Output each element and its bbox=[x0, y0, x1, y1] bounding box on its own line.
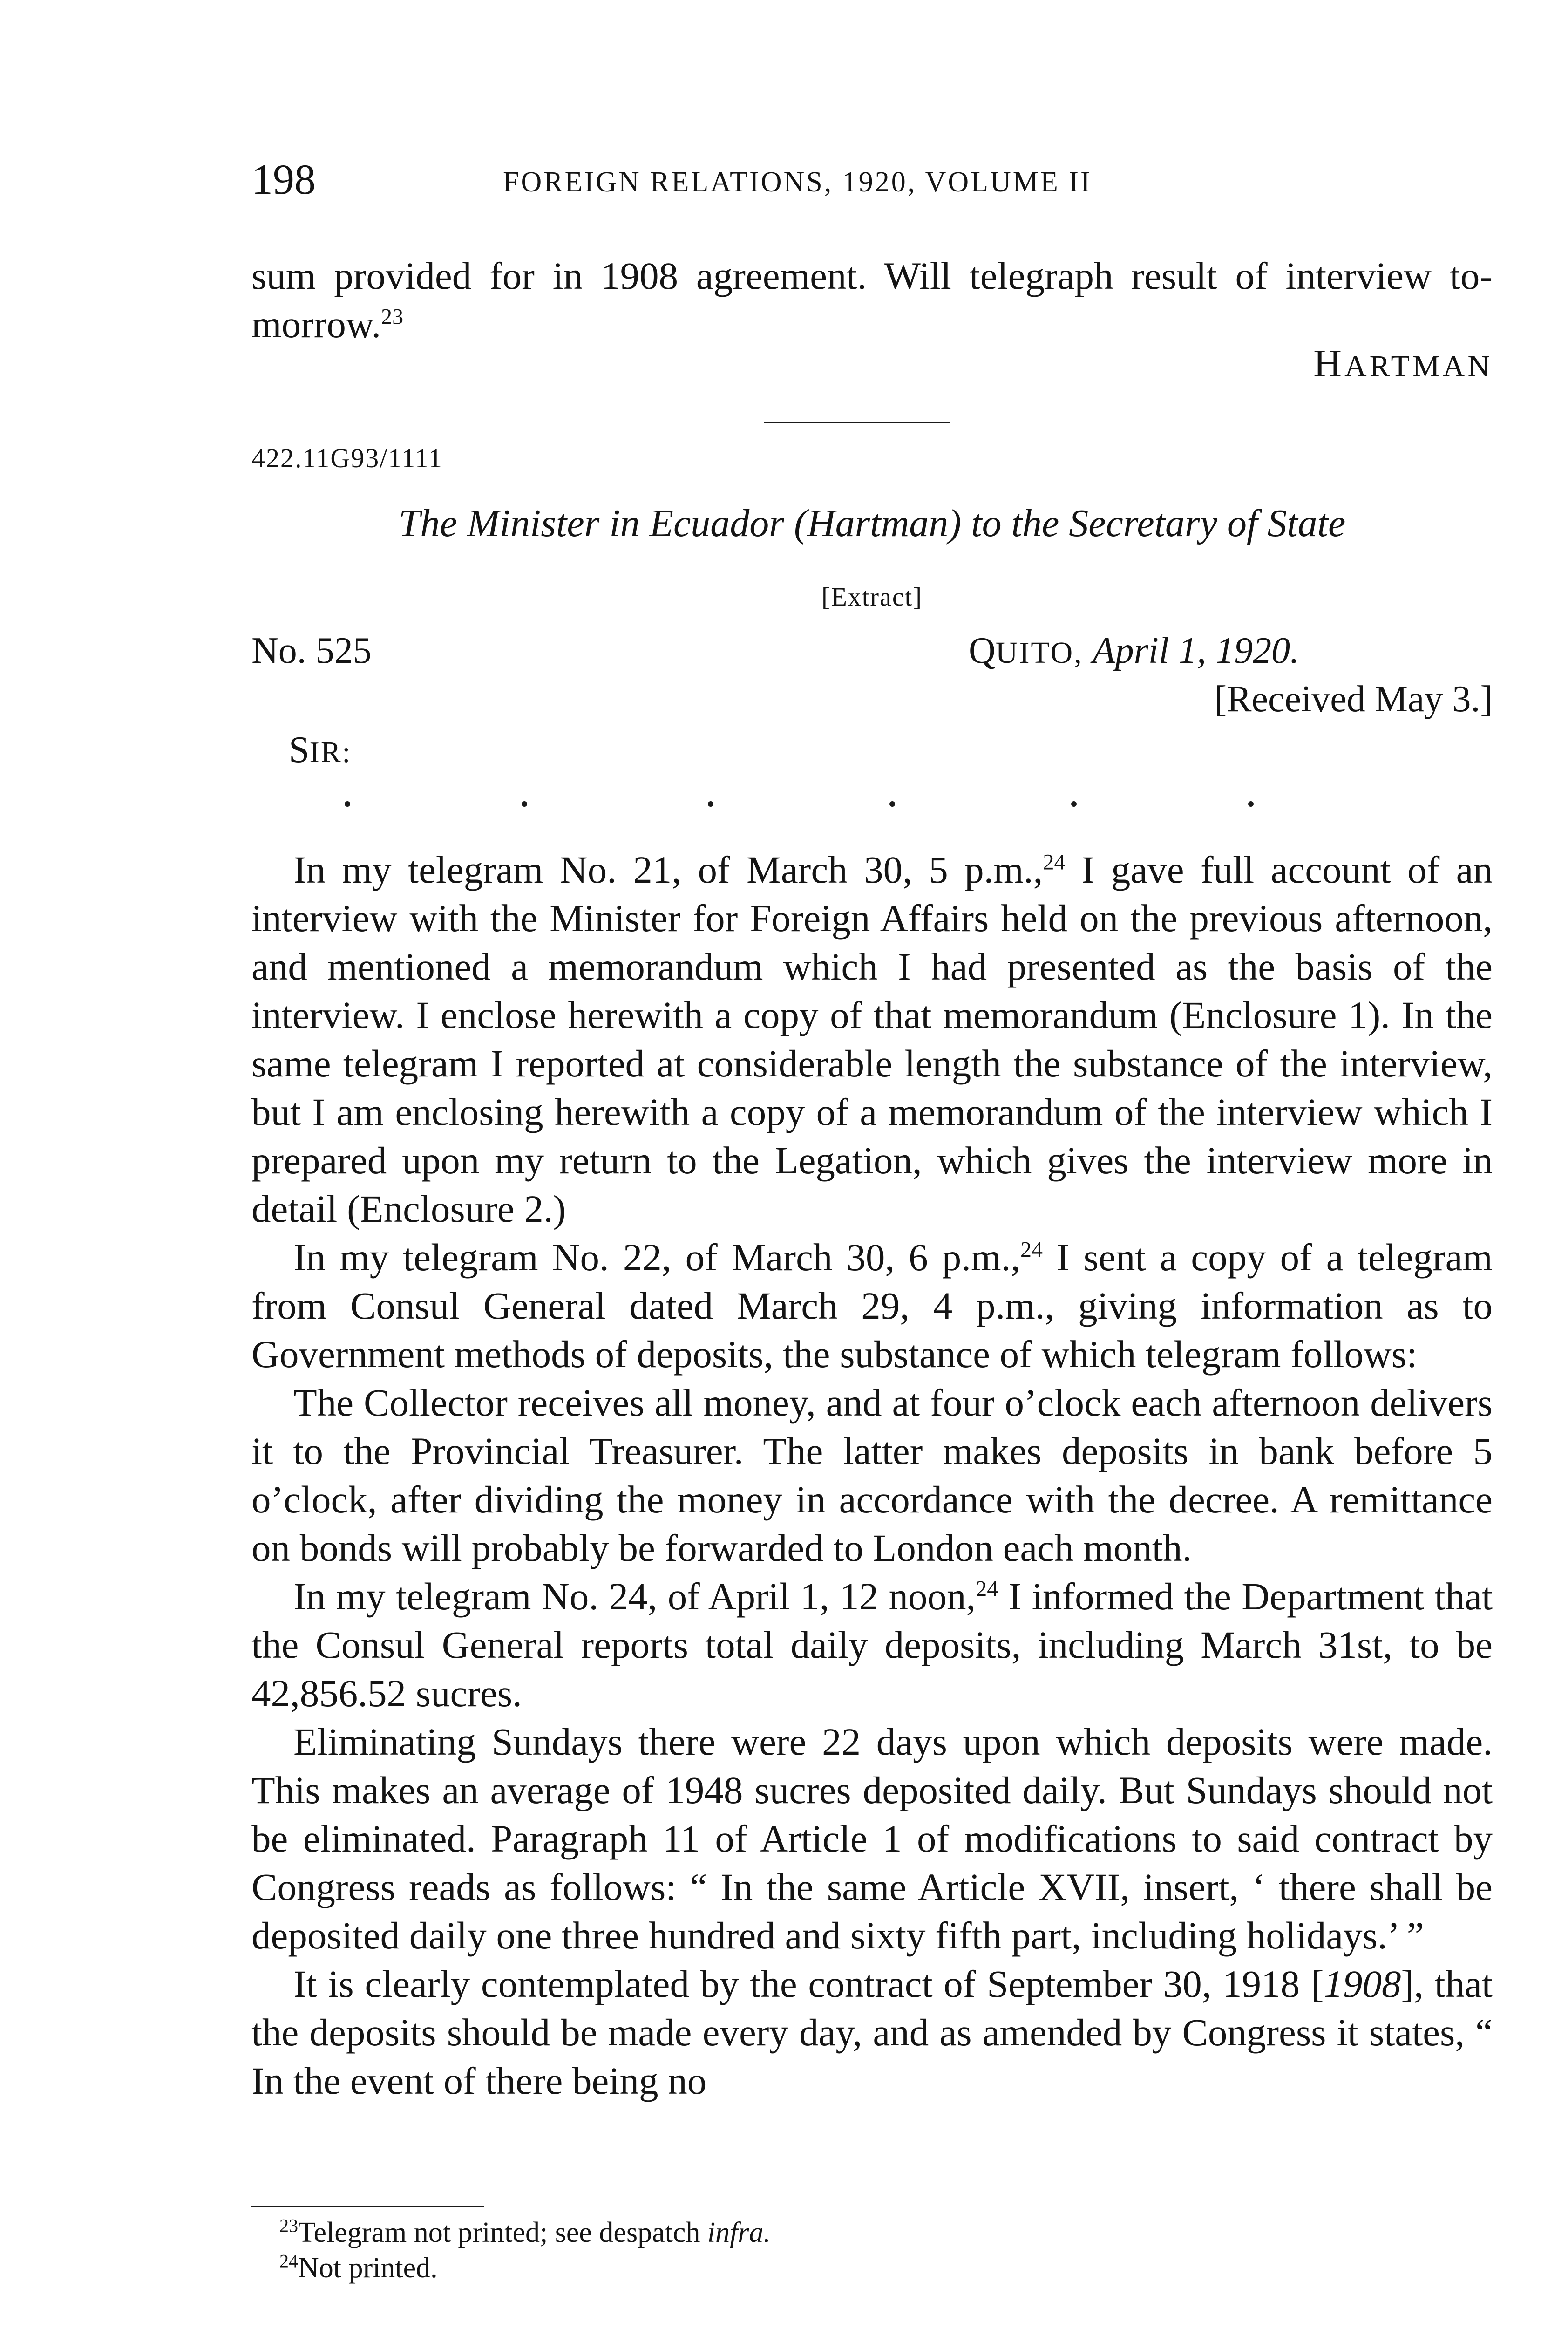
footnote-23 bbox=[279, 2215, 771, 2250]
prior-signature bbox=[251, 341, 1493, 386]
received-date: [Received May 3.] bbox=[1214, 679, 1493, 720]
despatch-date: April 1, 1920. bbox=[1092, 630, 1300, 671]
page-number: 198 bbox=[251, 156, 316, 203]
footnote-rule bbox=[251, 2206, 484, 2207]
footnotes bbox=[279, 2215, 771, 2286]
salutation bbox=[289, 729, 352, 771]
document-heading bbox=[251, 501, 1493, 546]
running-head bbox=[251, 154, 1493, 210]
p2-text-a: In my telegram No. 22, of March 30, 6 p.m., bbox=[293, 1236, 1020, 1279]
footnote-number: 23 bbox=[279, 2215, 298, 2236]
footnote-24 bbox=[279, 2250, 771, 2286]
footnote-text: Not printed. bbox=[298, 2252, 438, 2284]
place-initial: Q bbox=[969, 630, 996, 671]
omission-dot bbox=[522, 801, 527, 807]
p6-text-a: It is clearly contemplated by the contract of September 30, 1918 [ bbox=[293, 1962, 1324, 2005]
place-rest: UITO, bbox=[995, 636, 1083, 670]
file-number: 422.11G93/1111 bbox=[251, 443, 443, 473]
p6-text-b: ], that the deposits should be made every day, and as amended by Congress it states, “ In the event of there being no bbox=[251, 1962, 1493, 2102]
carryover-text: sum provided for in 1908 agreement. Will telegraph result of interview to-morrow. bbox=[251, 254, 1493, 346]
carryover-paragraph bbox=[251, 252, 1493, 348]
footnote-ref-23: 23 bbox=[381, 304, 404, 329]
p1-text-b: I gave full account of an interview with the Minister for Foreign Affairs held on the previous afternoon, and mentioned a memorandum which I had presented as the basis of the interview. I enclose herewith a copy of that memorandum (Enclosure 1). In the same telegram I reported at considerable length the substance of the interview, but I am enclosing herewith a copy of a memorandum of the interview which I prepared upon my return to the Legation, which gives the interview more in detail (Enclosure 2.) bbox=[251, 848, 1493, 1230]
body-paragraph-2 bbox=[251, 1233, 1493, 1378]
footnote-ref-24: 24 bbox=[1020, 1237, 1043, 1262]
body-paragraph-5: Eliminating Sundays there were 22 days upon which deposits were made. This makes an average of 1948 sucres deposited daily. But Sundays should not be eliminated. Paragraph 11 of Article 1 of modifications to said contract by Congress reads as follows: “ In the same Article XVII, insert, ‘ there shall be deposited daily one three hundred and sixty fifth part, including holidays.’ ” bbox=[251, 1720, 1493, 1957]
body-paragraph-1 bbox=[251, 845, 1493, 1233]
footnote-number: 24 bbox=[279, 2250, 298, 2272]
body-paragraph-4 bbox=[251, 1572, 1493, 1717]
signature-initial: H bbox=[1313, 342, 1344, 385]
p4-text-b: I informed the Department that the Consul General reports total daily deposits, including March 31st, to be 42,856.52 sucres. bbox=[251, 1575, 1493, 1715]
footnote-italic: infra. bbox=[707, 2217, 771, 2248]
salutation-rest: IR: bbox=[309, 735, 352, 769]
document-separator bbox=[764, 422, 950, 423]
extract-label: [Extract] bbox=[821, 583, 923, 612]
omission-dot bbox=[1248, 801, 1254, 807]
heading-part-3: ) to the Secretary of State bbox=[948, 502, 1346, 545]
letter-body bbox=[251, 845, 1493, 2105]
salutation-initial: S bbox=[289, 729, 310, 770]
body-paragraph-3: The Collector receives all money, and at four o’clock each afternoon delivers it to the Provincial Treasurer. The latter makes deposits in bank before 5 o’clock, after dividing the money in accordance with the decree. A remittance on bonds will probably be forwarded to London each month. bbox=[251, 1381, 1493, 1569]
p1-text-a: In my telegram No. 21, of March 30, 5 p.m., bbox=[293, 848, 1043, 891]
footnote-ref-24: 24 bbox=[976, 1576, 998, 1601]
signature-rest: ARTMAN bbox=[1344, 349, 1493, 383]
footnote-text: Telegram not printed; see despatch bbox=[298, 2217, 707, 2248]
place-date bbox=[969, 630, 1299, 672]
heading-part-1: The Minister in Ecuador ( bbox=[398, 502, 807, 545]
omission-dot bbox=[1071, 801, 1077, 807]
p6-italic-year: 1908 bbox=[1324, 1962, 1401, 2005]
omission-dot bbox=[345, 801, 350, 807]
p4-text-a: In my telegram No. 24, of April 1, 12 noon, bbox=[293, 1575, 976, 1618]
omission-dot bbox=[889, 801, 895, 807]
despatch-number: No. 525 bbox=[251, 630, 372, 671]
p2-text-b: I sent a copy of a telegram from Consul General dated March 29, 4 p.m., giving information as to Government methods of deposits, the substance of which telegram follows: bbox=[251, 1236, 1493, 1376]
body-paragraph-6 bbox=[251, 1960, 1493, 2105]
running-title: FOREIGN RELATIONS, 1920, VOLUME II bbox=[503, 166, 1092, 198]
heading-name: Hartman bbox=[807, 502, 949, 545]
omission-dot bbox=[708, 801, 713, 807]
footnote-ref-24: 24 bbox=[1043, 850, 1066, 875]
omission-marks bbox=[335, 801, 1453, 829]
